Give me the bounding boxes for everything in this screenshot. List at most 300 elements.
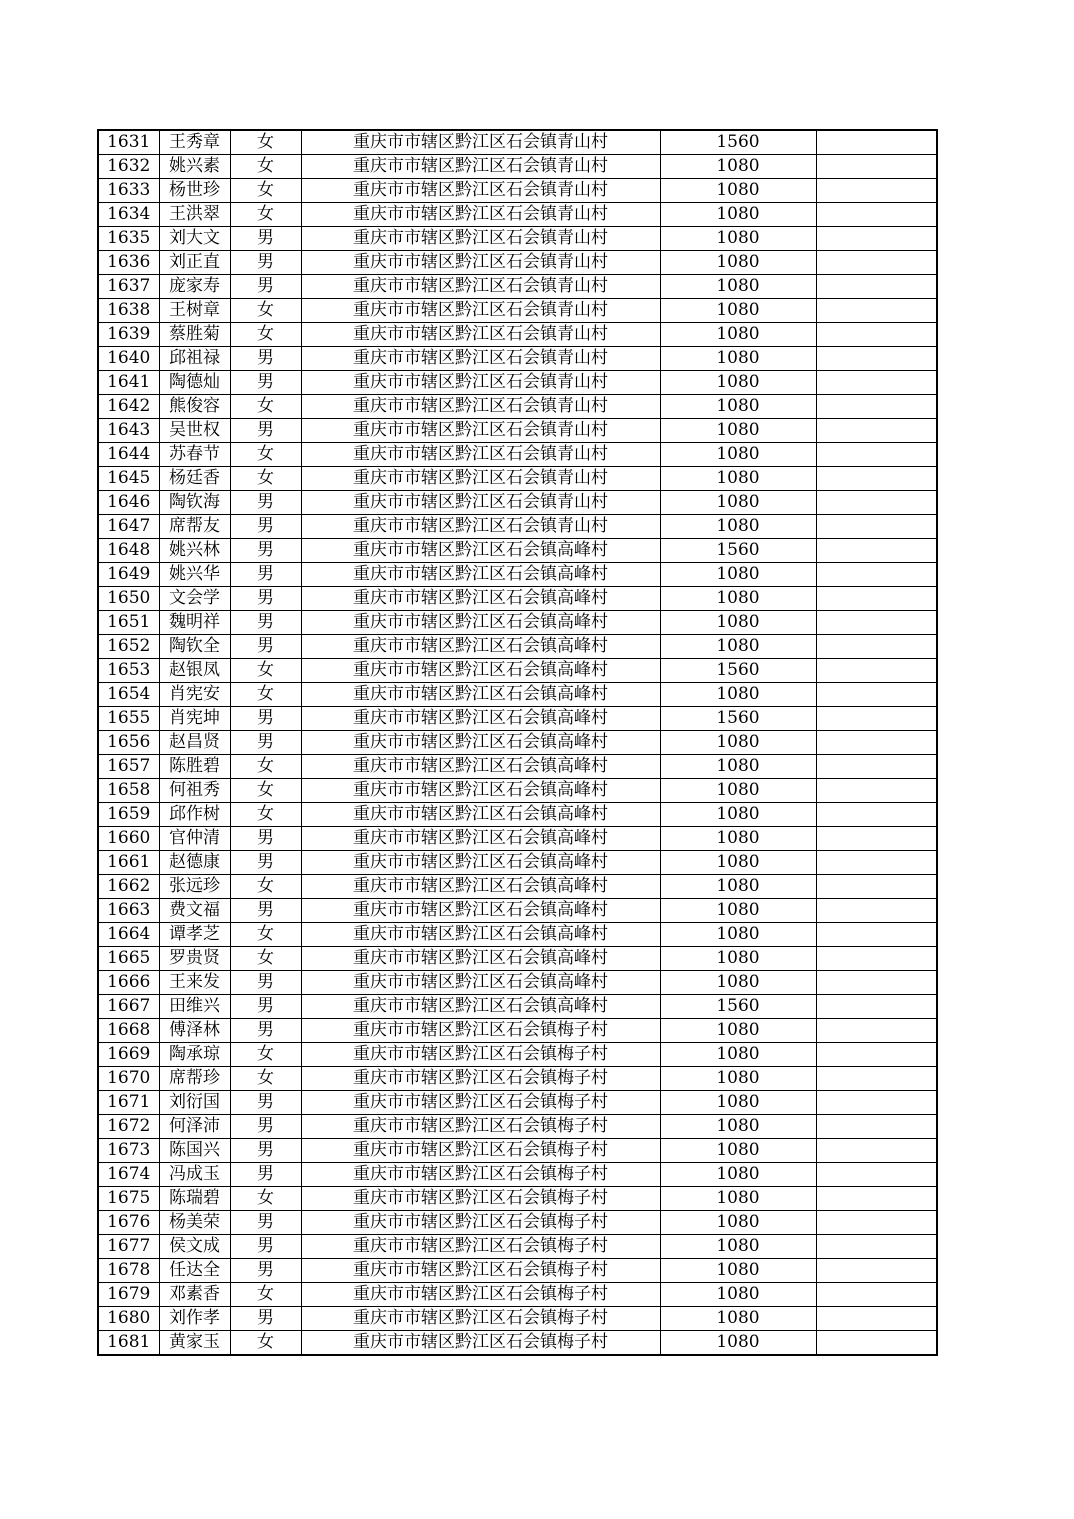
row-number-cell: 1654 — [98, 683, 159, 707]
row-number-cell: 1640 — [98, 347, 159, 371]
table-row — [98, 683, 937, 707]
amount-cell: 1080 — [660, 755, 816, 779]
name-cell: 杨廷香 — [159, 467, 230, 491]
name-cell: 田维兴 — [159, 995, 230, 1019]
row-number-cell: 1632 — [98, 155, 159, 179]
row-number-cell: 1681 — [98, 1331, 159, 1356]
address-cell: 重庆市市辖区黔江区石会镇青山村 — [301, 299, 660, 323]
row-number-cell: 1668 — [98, 1019, 159, 1043]
address-cell: 重庆市市辖区黔江区石会镇青山村 — [301, 203, 660, 227]
amount-cell: 1080 — [660, 1331, 816, 1356]
remark-cell — [816, 827, 937, 851]
remark-cell — [816, 1067, 937, 1091]
table-row — [98, 227, 937, 251]
remark-cell — [816, 130, 937, 155]
gender-cell: 男 — [230, 275, 301, 299]
remark-cell — [816, 539, 937, 563]
amount-cell: 1080 — [660, 1187, 816, 1211]
amount-cell: 1080 — [660, 1211, 816, 1235]
name-cell: 何祖秀 — [159, 779, 230, 803]
gender-cell: 女 — [230, 803, 301, 827]
amount-cell: 1080 — [660, 443, 816, 467]
address-cell: 重庆市市辖区黔江区石会镇高峰村 — [301, 899, 660, 923]
address-cell: 重庆市市辖区黔江区石会镇梅子村 — [301, 1019, 660, 1043]
table-row — [98, 851, 937, 875]
name-cell: 刘作孝 — [159, 1307, 230, 1331]
table-row — [98, 1043, 937, 1067]
amount-cell: 1080 — [660, 467, 816, 491]
table-row — [98, 1187, 937, 1211]
name-cell: 何泽沛 — [159, 1115, 230, 1139]
address-cell: 重庆市市辖区黔江区石会镇高峰村 — [301, 635, 660, 659]
address-cell: 重庆市市辖区黔江区石会镇青山村 — [301, 515, 660, 539]
gender-cell: 男 — [230, 587, 301, 611]
address-cell: 重庆市市辖区黔江区石会镇高峰村 — [301, 803, 660, 827]
remark-cell — [816, 587, 937, 611]
table-row — [98, 1139, 937, 1163]
amount-cell: 1080 — [660, 371, 816, 395]
gender-cell: 女 — [230, 203, 301, 227]
remark-cell — [816, 755, 937, 779]
name-cell: 谭孝芝 — [159, 923, 230, 947]
address-cell: 重庆市市辖区黔江区石会镇梅子村 — [301, 1283, 660, 1307]
name-cell: 赵银凤 — [159, 659, 230, 683]
name-cell: 赵昌贤 — [159, 731, 230, 755]
table-row — [98, 539, 937, 563]
table-row — [98, 203, 937, 227]
table-row — [98, 1091, 937, 1115]
gender-cell: 男 — [230, 1259, 301, 1283]
row-number-cell: 1633 — [98, 179, 159, 203]
row-number-cell: 1674 — [98, 1163, 159, 1187]
table-row — [98, 707, 937, 731]
amount-cell: 1560 — [660, 659, 816, 683]
table-row — [98, 299, 937, 323]
gender-cell: 男 — [230, 419, 301, 443]
gender-cell: 男 — [230, 611, 301, 635]
amount-cell: 1080 — [660, 323, 816, 347]
table-row — [98, 1283, 937, 1307]
table-row — [98, 130, 937, 155]
amount-cell: 1080 — [660, 419, 816, 443]
name-cell: 陶承琼 — [159, 1043, 230, 1067]
amount-cell: 1080 — [660, 851, 816, 875]
table-row — [98, 275, 937, 299]
table-row — [98, 947, 937, 971]
table-row — [98, 779, 937, 803]
address-cell: 重庆市市辖区黔江区石会镇高峰村 — [301, 707, 660, 731]
row-number-cell: 1662 — [98, 875, 159, 899]
gender-cell: 女 — [230, 155, 301, 179]
amount-cell: 1080 — [660, 1139, 816, 1163]
amount-cell: 1080 — [660, 1019, 816, 1043]
row-number-cell: 1642 — [98, 395, 159, 419]
name-cell: 费文福 — [159, 899, 230, 923]
name-cell: 刘大文 — [159, 227, 230, 251]
amount-cell: 1560 — [660, 707, 816, 731]
row-number-cell: 1671 — [98, 1091, 159, 1115]
amount-cell: 1080 — [660, 1259, 816, 1283]
row-number-cell: 1635 — [98, 227, 159, 251]
name-cell: 陈瑞碧 — [159, 1187, 230, 1211]
gender-cell: 男 — [230, 707, 301, 731]
row-number-cell: 1660 — [98, 827, 159, 851]
row-number-cell: 1638 — [98, 299, 159, 323]
amount-cell: 1080 — [660, 1283, 816, 1307]
table-row — [98, 827, 937, 851]
table-row — [98, 755, 937, 779]
remark-cell — [816, 1091, 937, 1115]
name-cell: 王洪翠 — [159, 203, 230, 227]
row-number-cell: 1639 — [98, 323, 159, 347]
address-cell: 重庆市市辖区黔江区石会镇青山村 — [301, 227, 660, 251]
name-cell: 魏明祥 — [159, 611, 230, 635]
address-cell: 重庆市市辖区黔江区石会镇青山村 — [301, 251, 660, 275]
address-cell: 重庆市市辖区黔江区石会镇高峰村 — [301, 851, 660, 875]
address-cell: 重庆市市辖区黔江区石会镇高峰村 — [301, 611, 660, 635]
remark-cell — [816, 515, 937, 539]
row-number-cell: 1664 — [98, 923, 159, 947]
address-cell: 重庆市市辖区黔江区石会镇青山村 — [301, 419, 660, 443]
remark-cell — [816, 563, 937, 587]
table-row — [98, 1211, 937, 1235]
remark-cell — [816, 323, 937, 347]
table-row — [98, 515, 937, 539]
address-cell: 重庆市市辖区黔江区石会镇高峰村 — [301, 923, 660, 947]
name-cell: 邓素香 — [159, 1283, 230, 1307]
gender-cell: 男 — [230, 851, 301, 875]
remark-cell — [816, 179, 937, 203]
row-number-cell: 1659 — [98, 803, 159, 827]
name-cell: 赵德康 — [159, 851, 230, 875]
gender-cell: 女 — [230, 683, 301, 707]
table-row — [98, 587, 937, 611]
row-number-cell: 1665 — [98, 947, 159, 971]
address-cell: 重庆市市辖区黔江区石会镇梅子村 — [301, 1187, 660, 1211]
table-row — [98, 1019, 937, 1043]
gender-cell: 男 — [230, 971, 301, 995]
row-number-cell: 1663 — [98, 899, 159, 923]
name-cell: 席帮珍 — [159, 1067, 230, 1091]
table-row — [98, 899, 937, 923]
amount-cell: 1080 — [660, 827, 816, 851]
table-row — [98, 1067, 937, 1091]
gender-cell: 男 — [230, 563, 301, 587]
table-row — [98, 179, 937, 203]
table-row — [98, 347, 937, 371]
address-cell: 重庆市市辖区黔江区石会镇梅子村 — [301, 1091, 660, 1115]
table-row — [98, 995, 937, 1019]
amount-cell: 1080 — [660, 1163, 816, 1187]
row-number-cell: 1672 — [98, 1115, 159, 1139]
remark-cell — [816, 683, 937, 707]
amount-cell: 1560 — [660, 995, 816, 1019]
name-cell: 吴世权 — [159, 419, 230, 443]
gender-cell: 男 — [230, 227, 301, 251]
gender-cell: 女 — [230, 1067, 301, 1091]
address-cell: 重庆市市辖区黔江区石会镇青山村 — [301, 323, 660, 347]
remark-cell — [816, 1043, 937, 1067]
row-number-cell: 1670 — [98, 1067, 159, 1091]
row-number-cell: 1643 — [98, 419, 159, 443]
amount-cell: 1080 — [660, 1091, 816, 1115]
row-number-cell: 1669 — [98, 1043, 159, 1067]
remark-cell — [816, 155, 937, 179]
remark-cell — [816, 491, 937, 515]
table-row — [98, 1307, 937, 1331]
remark-cell — [816, 923, 937, 947]
remark-cell — [816, 1019, 937, 1043]
name-cell: 傅泽林 — [159, 1019, 230, 1043]
gender-cell: 女 — [230, 1331, 301, 1356]
row-number-cell: 1667 — [98, 995, 159, 1019]
amount-cell: 1080 — [660, 515, 816, 539]
gender-cell: 男 — [230, 1019, 301, 1043]
gender-cell: 男 — [230, 635, 301, 659]
name-cell: 陶德灿 — [159, 371, 230, 395]
address-cell: 重庆市市辖区黔江区石会镇梅子村 — [301, 1043, 660, 1067]
remark-cell — [816, 227, 937, 251]
gender-cell: 女 — [230, 923, 301, 947]
amount-cell: 1080 — [660, 923, 816, 947]
gender-cell: 女 — [230, 875, 301, 899]
remark-cell — [816, 1139, 937, 1163]
address-cell: 重庆市市辖区黔江区石会镇青山村 — [301, 179, 660, 203]
amount-cell: 1080 — [660, 587, 816, 611]
remark-cell — [816, 1163, 937, 1187]
address-cell: 重庆市市辖区黔江区石会镇高峰村 — [301, 779, 660, 803]
row-number-cell: 1646 — [98, 491, 159, 515]
table-row — [98, 563, 937, 587]
name-cell: 邱祖禄 — [159, 347, 230, 371]
row-number-cell: 1637 — [98, 275, 159, 299]
amount-cell: 1080 — [660, 875, 816, 899]
address-cell: 重庆市市辖区黔江区石会镇高峰村 — [301, 755, 660, 779]
remark-cell — [816, 875, 937, 899]
address-cell: 重庆市市辖区黔江区石会镇高峰村 — [301, 827, 660, 851]
row-number-cell: 1652 — [98, 635, 159, 659]
subsidy-roster-table — [97, 129, 938, 1356]
address-cell: 重庆市市辖区黔江区石会镇梅子村 — [301, 1139, 660, 1163]
row-number-cell: 1678 — [98, 1259, 159, 1283]
name-cell: 杨世珍 — [159, 179, 230, 203]
table-row — [98, 635, 937, 659]
table-row — [98, 155, 937, 179]
gender-cell: 女 — [230, 1187, 301, 1211]
remark-cell — [816, 635, 937, 659]
row-number-cell: 1673 — [98, 1139, 159, 1163]
gender-cell: 女 — [230, 467, 301, 491]
row-number-cell: 1661 — [98, 851, 159, 875]
row-number-cell: 1634 — [98, 203, 159, 227]
gender-cell: 女 — [230, 443, 301, 467]
amount-cell: 1080 — [660, 299, 816, 323]
remark-cell — [816, 995, 937, 1019]
remark-cell — [816, 203, 937, 227]
table-row — [98, 491, 937, 515]
name-cell: 熊俊容 — [159, 395, 230, 419]
gender-cell: 女 — [230, 755, 301, 779]
address-cell: 重庆市市辖区黔江区石会镇高峰村 — [301, 683, 660, 707]
name-cell: 肖宪坤 — [159, 707, 230, 731]
address-cell: 重庆市市辖区黔江区石会镇青山村 — [301, 395, 660, 419]
gender-cell: 女 — [230, 659, 301, 683]
amount-cell: 1080 — [660, 635, 816, 659]
address-cell: 重庆市市辖区黔江区石会镇梅子村 — [301, 1211, 660, 1235]
remark-cell — [816, 1235, 937, 1259]
name-cell: 冯成玉 — [159, 1163, 230, 1187]
table-row — [98, 323, 937, 347]
row-number-cell: 1647 — [98, 515, 159, 539]
remark-cell — [816, 395, 937, 419]
name-cell: 陈胜碧 — [159, 755, 230, 779]
remark-cell — [816, 611, 937, 635]
gender-cell: 女 — [230, 1043, 301, 1067]
address-cell: 重庆市市辖区黔江区石会镇青山村 — [301, 443, 660, 467]
row-number-cell: 1656 — [98, 731, 159, 755]
remark-cell — [816, 371, 937, 395]
address-cell: 重庆市市辖区黔江区石会镇高峰村 — [301, 971, 660, 995]
name-cell: 陈国兴 — [159, 1139, 230, 1163]
row-number-cell: 1631 — [98, 130, 159, 155]
row-number-cell: 1649 — [98, 563, 159, 587]
gender-cell: 男 — [230, 995, 301, 1019]
address-cell: 重庆市市辖区黔江区石会镇梅子村 — [301, 1235, 660, 1259]
remark-cell — [816, 803, 937, 827]
amount-cell: 1080 — [660, 779, 816, 803]
table-row — [98, 371, 937, 395]
name-cell: 席帮友 — [159, 515, 230, 539]
table-row — [98, 1115, 937, 1139]
amount-cell: 1080 — [660, 1115, 816, 1139]
name-cell: 姚兴素 — [159, 155, 230, 179]
address-cell: 重庆市市辖区黔江区石会镇青山村 — [301, 347, 660, 371]
amount-cell: 1080 — [660, 1067, 816, 1091]
remark-cell — [816, 347, 937, 371]
address-cell: 重庆市市辖区黔江区石会镇高峰村 — [301, 995, 660, 1019]
amount-cell: 1080 — [660, 683, 816, 707]
remark-cell — [816, 419, 937, 443]
name-cell: 邱作树 — [159, 803, 230, 827]
address-cell: 重庆市市辖区黔江区石会镇梅子村 — [301, 1115, 660, 1139]
amount-cell: 1080 — [660, 395, 816, 419]
row-number-cell: 1653 — [98, 659, 159, 683]
name-cell: 黄家玉 — [159, 1331, 230, 1356]
row-number-cell: 1679 — [98, 1283, 159, 1307]
amount-cell: 1080 — [660, 971, 816, 995]
table-body — [98, 130, 937, 1355]
address-cell: 重庆市市辖区黔江区石会镇青山村 — [301, 130, 660, 155]
amount-cell: 1560 — [660, 539, 816, 563]
address-cell: 重庆市市辖区黔江区石会镇高峰村 — [301, 875, 660, 899]
amount-cell: 1560 — [660, 130, 816, 155]
row-number-cell: 1636 — [98, 251, 159, 275]
name-cell: 刘衍国 — [159, 1091, 230, 1115]
gender-cell: 男 — [230, 827, 301, 851]
gender-cell: 女 — [230, 323, 301, 347]
gender-cell: 男 — [230, 731, 301, 755]
remark-cell — [816, 779, 937, 803]
table-row — [98, 923, 937, 947]
gender-cell: 女 — [230, 1283, 301, 1307]
gender-cell: 女 — [230, 947, 301, 971]
gender-cell: 女 — [230, 395, 301, 419]
gender-cell: 男 — [230, 1211, 301, 1235]
gender-cell: 男 — [230, 1307, 301, 1331]
name-cell: 侯文成 — [159, 1235, 230, 1259]
row-number-cell: 1641 — [98, 371, 159, 395]
row-number-cell: 1657 — [98, 755, 159, 779]
gender-cell: 男 — [230, 491, 301, 515]
name-cell: 庞家寿 — [159, 275, 230, 299]
remark-cell — [816, 275, 937, 299]
name-cell: 陶钦全 — [159, 635, 230, 659]
amount-cell: 1080 — [660, 803, 816, 827]
gender-cell: 女 — [230, 179, 301, 203]
gender-cell: 男 — [230, 347, 301, 371]
amount-cell: 1080 — [660, 731, 816, 755]
row-number-cell: 1680 — [98, 1307, 159, 1331]
amount-cell: 1080 — [660, 611, 816, 635]
row-number-cell: 1645 — [98, 467, 159, 491]
row-number-cell: 1677 — [98, 1235, 159, 1259]
name-cell: 任达全 — [159, 1259, 230, 1283]
name-cell: 文会学 — [159, 587, 230, 611]
table-row — [98, 251, 937, 275]
amount-cell: 1080 — [660, 1307, 816, 1331]
address-cell: 重庆市市辖区黔江区石会镇青山村 — [301, 155, 660, 179]
name-cell: 张远珍 — [159, 875, 230, 899]
gender-cell: 男 — [230, 899, 301, 923]
amount-cell: 1080 — [660, 203, 816, 227]
table-row — [98, 611, 937, 635]
address-cell: 重庆市市辖区黔江区石会镇青山村 — [301, 275, 660, 299]
address-cell: 重庆市市辖区黔江区石会镇青山村 — [301, 371, 660, 395]
name-cell: 姚兴华 — [159, 563, 230, 587]
row-number-cell: 1651 — [98, 611, 159, 635]
amount-cell: 1080 — [660, 1235, 816, 1259]
gender-cell: 女 — [230, 130, 301, 155]
remark-cell — [816, 1187, 937, 1211]
row-number-cell: 1655 — [98, 707, 159, 731]
name-cell: 刘正直 — [159, 251, 230, 275]
amount-cell: 1080 — [660, 563, 816, 587]
remark-cell — [816, 971, 937, 995]
table-row — [98, 1235, 937, 1259]
row-number-cell: 1658 — [98, 779, 159, 803]
address-cell: 重庆市市辖区黔江区石会镇梅子村 — [301, 1163, 660, 1187]
row-number-cell: 1644 — [98, 443, 159, 467]
remark-cell — [816, 1115, 937, 1139]
table-row — [98, 395, 937, 419]
name-cell: 王树章 — [159, 299, 230, 323]
name-cell: 官仲清 — [159, 827, 230, 851]
amount-cell: 1080 — [660, 1043, 816, 1067]
remark-cell — [816, 299, 937, 323]
remark-cell — [816, 707, 937, 731]
name-cell: 王来发 — [159, 971, 230, 995]
address-cell: 重庆市市辖区黔江区石会镇高峰村 — [301, 731, 660, 755]
amount-cell: 1080 — [660, 155, 816, 179]
row-number-cell: 1650 — [98, 587, 159, 611]
gender-cell: 男 — [230, 1235, 301, 1259]
address-cell: 重庆市市辖区黔江区石会镇梅子村 — [301, 1259, 660, 1283]
gender-cell: 男 — [230, 371, 301, 395]
remark-cell — [816, 251, 937, 275]
row-number-cell: 1666 — [98, 971, 159, 995]
row-number-cell: 1675 — [98, 1187, 159, 1211]
amount-cell: 1080 — [660, 251, 816, 275]
